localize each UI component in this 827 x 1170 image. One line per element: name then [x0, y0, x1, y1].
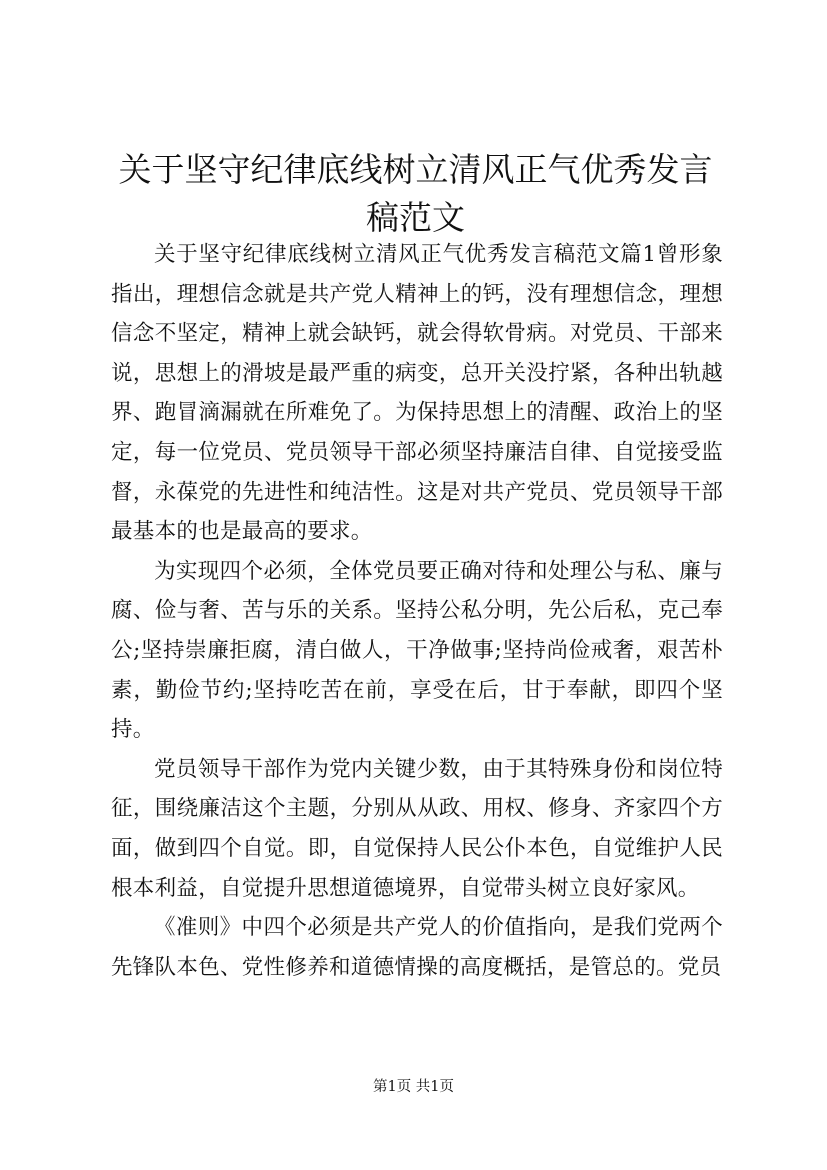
document-title: 关于坚守纪律底线树立清风正气优秀发言稿范文	[118, 150, 713, 237]
paragraph-3: 党员领导干部作为党内关键少数，由于其特殊身份和岗位特征，围绕廉洁这个主题，分别从从政、用权、修身、齐家四个方面，做到四个自觉。即，自觉保持人民公仆本色，自觉维护人民根本利益，自觉提升思想道德境界，自觉带头树立良好家风。	[111, 756, 723, 901]
page-footer: 第1页 共1页	[372, 1079, 455, 1095]
paragraph-1: 关于坚守纪律底线树立清风正气优秀发言稿范文篇1曾形象指出，理想信念就是共产党人精神上的钙，没有理想信念，理想信念不坚定，精神上就会缺钙，就会得软骨病。对党员、干部来说，思想上的滑坡是最严重的病变，总开关没拧紧，各种出轨越界、跑冒滴漏就在所难免了。为保持思想上的清醒、政治上的坚定，每一位党员、党员领导干部必须坚持廉洁自律、自觉接受监督，永葆党的先进性和纯洁性。这是对共产党员、党员领导干部最基本的也是最高的要求。	[111, 242, 723, 545]
paragraph-2: 为实现四个必须，全体党员要正确对待和处理公与私、廉与腐、俭与奢、苦与乐的关系。坚持公私分明，先公后私，克己奉公;坚持崇廉拒腐，清白做人，干净做事;坚持尚俭戒奢，艰苦朴素，勤俭节约;坚持吃苦在前，享受在后，甘于奉献，即四个坚持。	[111, 558, 723, 743]
document-body	[111, 235, 723, 987]
paragraph-4: 《准则》中四个必须是共产党人的价值指向，是我们党两个先锋队本色、党性修养和道德情操的高度概括，是管总的。党员	[111, 915, 723, 980]
